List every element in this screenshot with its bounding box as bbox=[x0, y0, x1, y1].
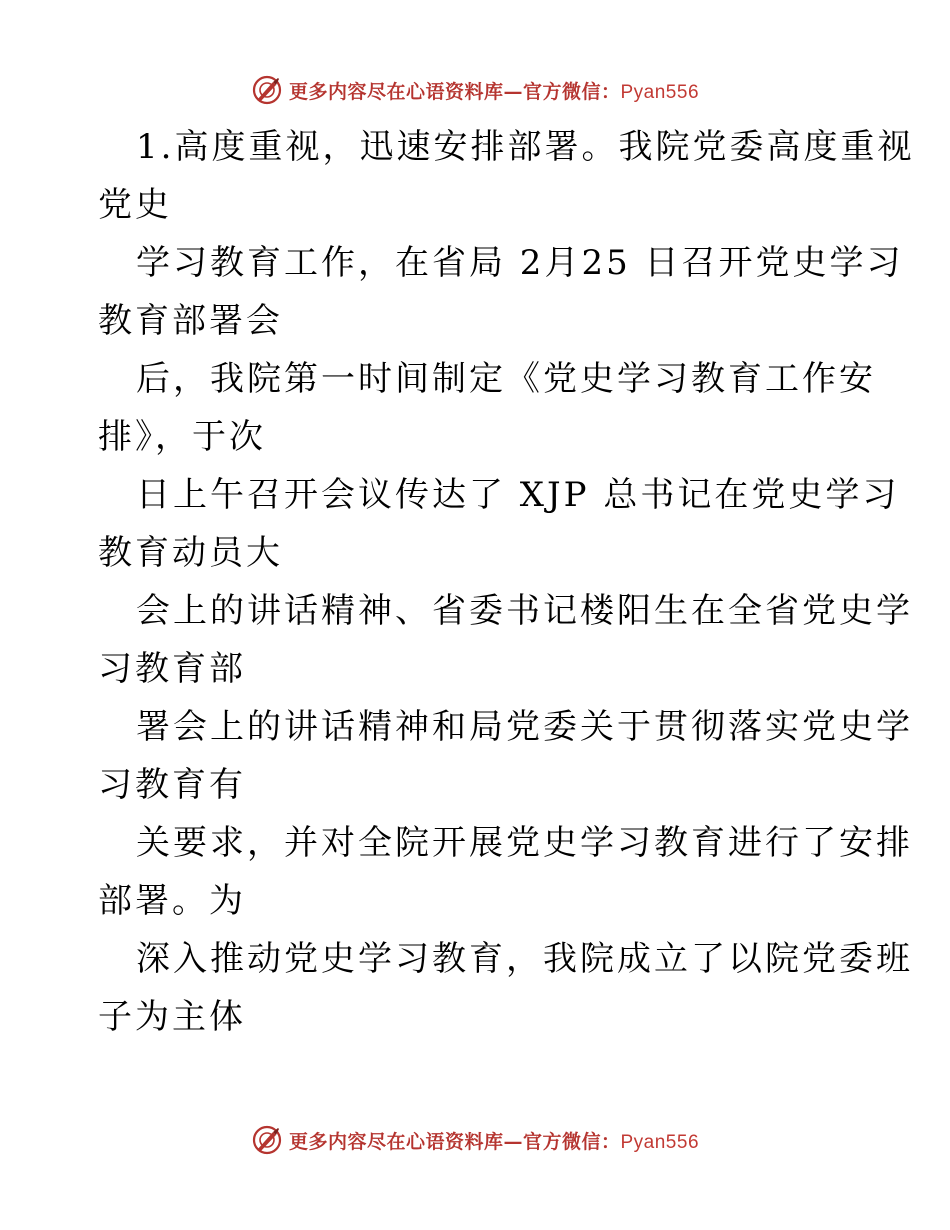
body-line: 1.高度重视，迅速安排部署。我院党委高度重视 bbox=[136, 127, 915, 167]
footer-banner bbox=[0, 1120, 950, 1160]
body-line: 排》，于次 bbox=[98, 417, 266, 457]
body-line: 党史 bbox=[98, 185, 172, 225]
body-line: 署会上的讲话精神和局党委关于贯彻落实党史学 bbox=[136, 707, 913, 747]
body-line: 教育部署会 bbox=[98, 301, 283, 341]
header-wechat-id: Pyan556 bbox=[620, 81, 700, 103]
body-line: 习教育部 bbox=[98, 649, 246, 689]
pen-logo-icon bbox=[251, 1124, 283, 1156]
body-line: 教育动员大 bbox=[98, 533, 283, 573]
body-line: 关要求，并对全院开展党史学习教育进行了安排 bbox=[136, 823, 913, 863]
document-body bbox=[98, 118, 915, 1046]
footer-text: 更多内容尽在心语资料库—官方微信：Pyan556 bbox=[288, 1130, 700, 1153]
body-line: 深入推动党史学习教育，我院成立了以院党委班 bbox=[136, 939, 913, 979]
body-line: 日上午召开会议传达了 XJP 总书记在党史学习 bbox=[136, 475, 900, 515]
body-line: 会上的讲话精神、省委书记楼阳生在全省党史学 bbox=[136, 591, 913, 631]
body-line: 部署。为 bbox=[98, 881, 246, 921]
body-line: 后，我院第一时间制定《党史学习教育工作安 bbox=[136, 359, 876, 399]
body-line: 学习教育工作，在省局 2月25 日召开党史学习 bbox=[136, 243, 904, 283]
header-text: 更多内容尽在心语资料库—官方微信：Pyan556 bbox=[288, 80, 700, 103]
footer-wechat-id: Pyan556 bbox=[620, 1131, 700, 1153]
pen-logo-icon bbox=[251, 74, 283, 106]
body-line: 习教育有 bbox=[98, 765, 246, 805]
body-line: 子为主体 bbox=[98, 997, 246, 1037]
header-banner bbox=[0, 70, 950, 110]
